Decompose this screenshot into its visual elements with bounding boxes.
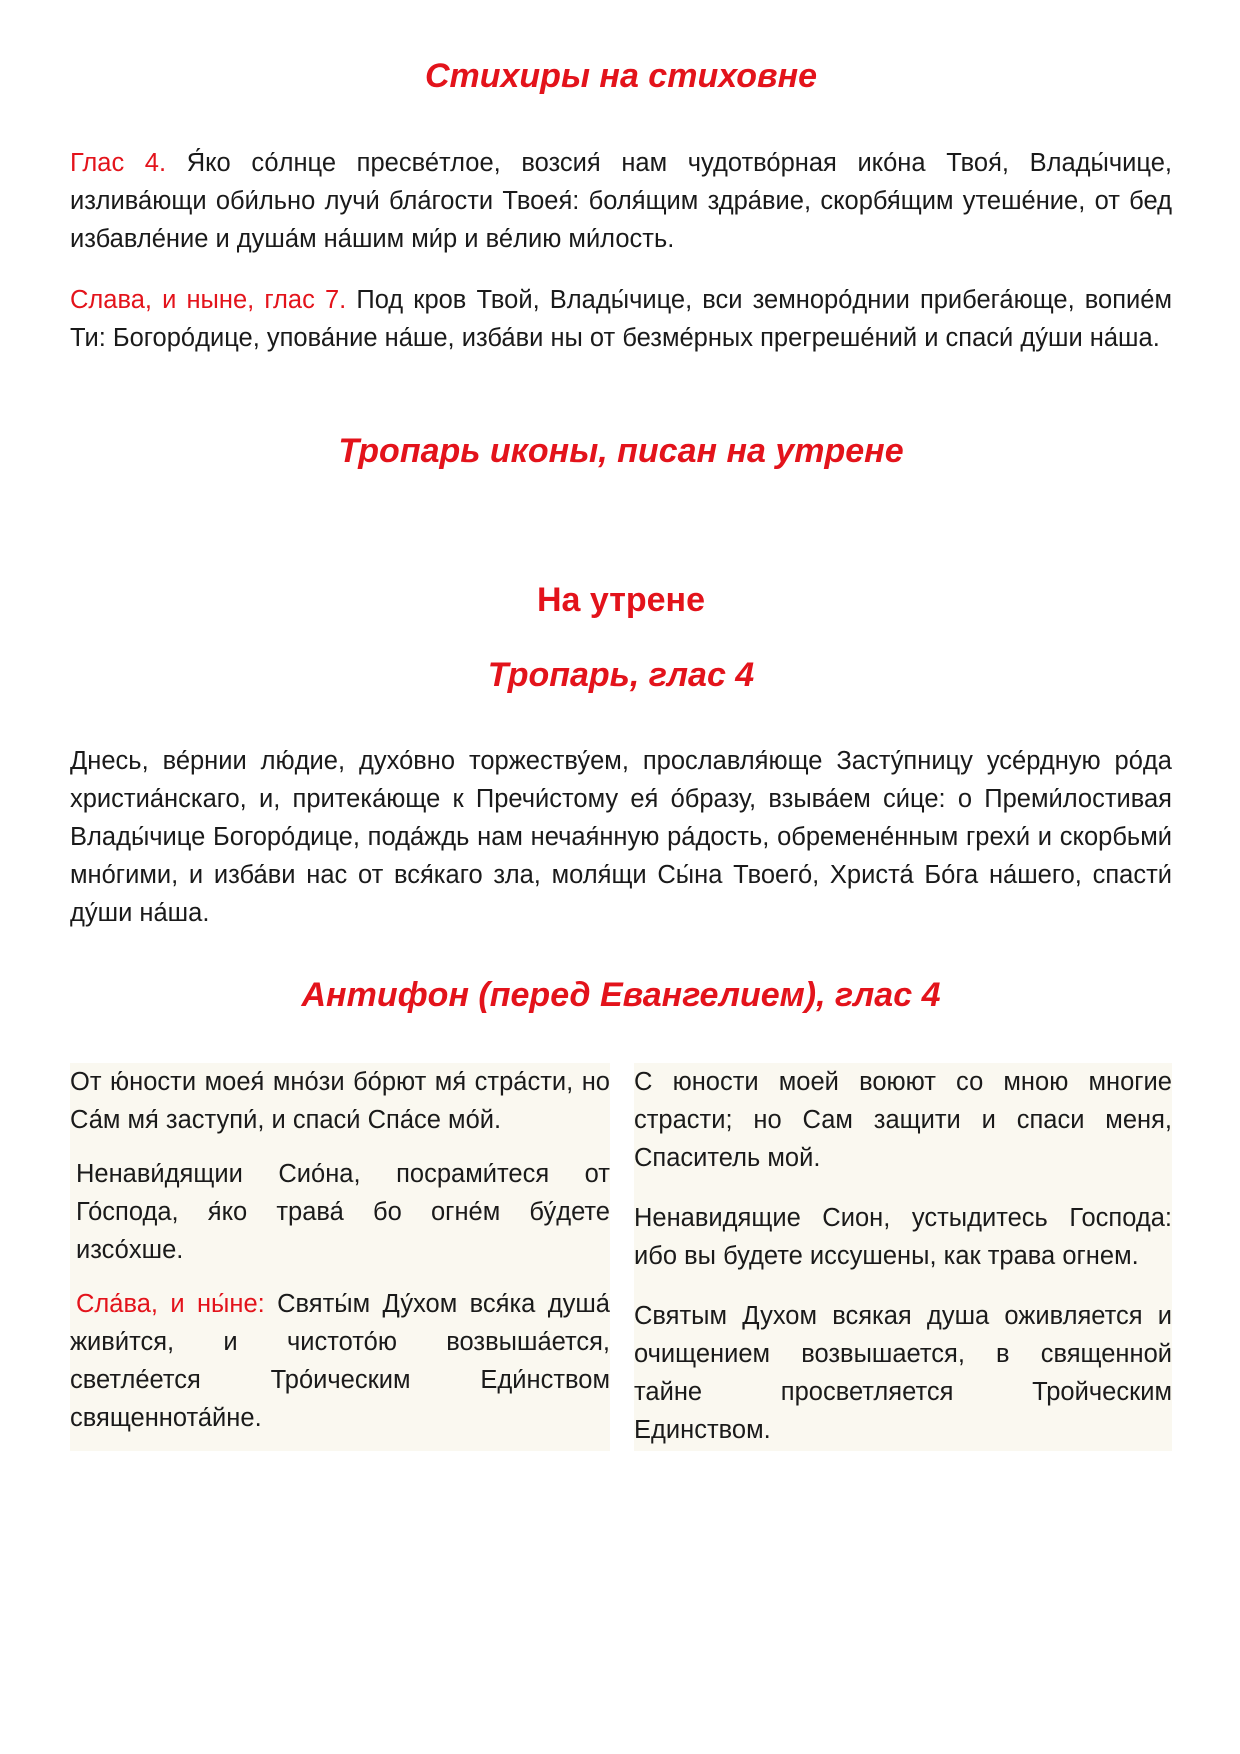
antiphon-verse bbox=[70, 1155, 610, 1269]
antiphon-translation: Ненавидящие Сион, устыдитесь Господа: ибо вы будете иссушены, как трава огнем. bbox=[634, 1204, 1172, 1270]
stanza-text: Я́ко со́лнце пресве́тлое, возсия́ нам чудотво́рная ико́на Твоя́, Влады́чице, излива́ющи оби́льно лучи́ бла́гости Твоея́: боля́щим здра́вие, скорбя́щим утеше́ние, от бед избавле́ние и душа́м на́шим ми́р и ве́лию ми́лость. bbox=[70, 149, 1172, 253]
stichera-stanza-2 bbox=[70, 281, 1172, 357]
section-title-matins: На утрене bbox=[536, 581, 705, 619]
antiphon-verse bbox=[70, 1063, 610, 1139]
stanza-label: Слава, и ныне, глас 7. bbox=[70, 286, 347, 314]
section-subtitle-troparion: Тропарь, глас 4 bbox=[487, 656, 755, 694]
troparion-text: Днесь, ве́рнии лю́дие, духо́вно торжеству́ем, прославля́юще Засту́пницу усе́рдную ро́да христиа́нскаго, и, притека́юще к Пречи́стому ея́ о́бразу, взыва́ем си́це: о Преми́лостивая Влады́чице Богоро́дице, пода́ждь нам нечая́нную ра́дость, обремене́нным грехи́ и скорбьми́ мно́гими, и изба́ви нас от вся́каго зла, моля́щи Сы́на Твоего́, Христа́ Бо́га на́шего, спасти́ ду́ши на́ша. bbox=[70, 747, 1172, 927]
stichera-stanza-1 bbox=[70, 144, 1172, 258]
antiphon-verse-label: Сла́ва, и ны́не: bbox=[76, 1290, 265, 1318]
section-title-stichera: Стихиры на стиховне bbox=[424, 57, 818, 95]
section-title-antiphon: Антифон (перед Евангелием), глас 4 bbox=[301, 976, 941, 1014]
section-title-troparion-icon: Тропарь иконы, писан на утрене bbox=[338, 432, 904, 470]
antiphon-columns bbox=[70, 1063, 1172, 1451]
antiphon-slavonic-column bbox=[70, 1063, 610, 1451]
stanza-label: Глас 4. bbox=[70, 149, 167, 177]
antiphon-verse-text: Ненави́дящии Сио́на, посрами́теся от Го́спода, я́ко трава́ бо огне́м бу́дете изсо́хше. bbox=[76, 1160, 610, 1264]
antiphon-russian-column bbox=[634, 1063, 1172, 1451]
antiphon-verse bbox=[70, 1285, 610, 1437]
stanza-text: Под кров Твой, Влады́чице, вси земноро́днии прибега́юще, вопие́м Ти: Богоро́дице, упова́ние на́ше, изба́ви ны от безме́рных прегреше́ний и спаси́ ду́ши на́ша. bbox=[70, 286, 1172, 352]
antiphon-translation: С юности моей воюют со мною многие страсти; но Сам защити и спаси меня, Спаситель мой. bbox=[634, 1068, 1172, 1172]
antiphon-verse-text: Святы́м Ду́хом вся́ка душа́ живи́тся, и чистото́ю возвыша́ется, светле́ется Тро́ическим Еди́нством священнота́йне. bbox=[70, 1290, 610, 1432]
antiphon-verse-text: От ю́ности моея́ мно́зи бо́рют мя́ стра́сти, но Са́м мя́ заступи́, и спаси́ Спа́се мо́й. bbox=[70, 1068, 610, 1134]
antiphon-translation: Святым Духом всякая душа оживляется и очищением возвышается, в священной тайне просветляется Тройческим Единством. bbox=[634, 1302, 1172, 1444]
